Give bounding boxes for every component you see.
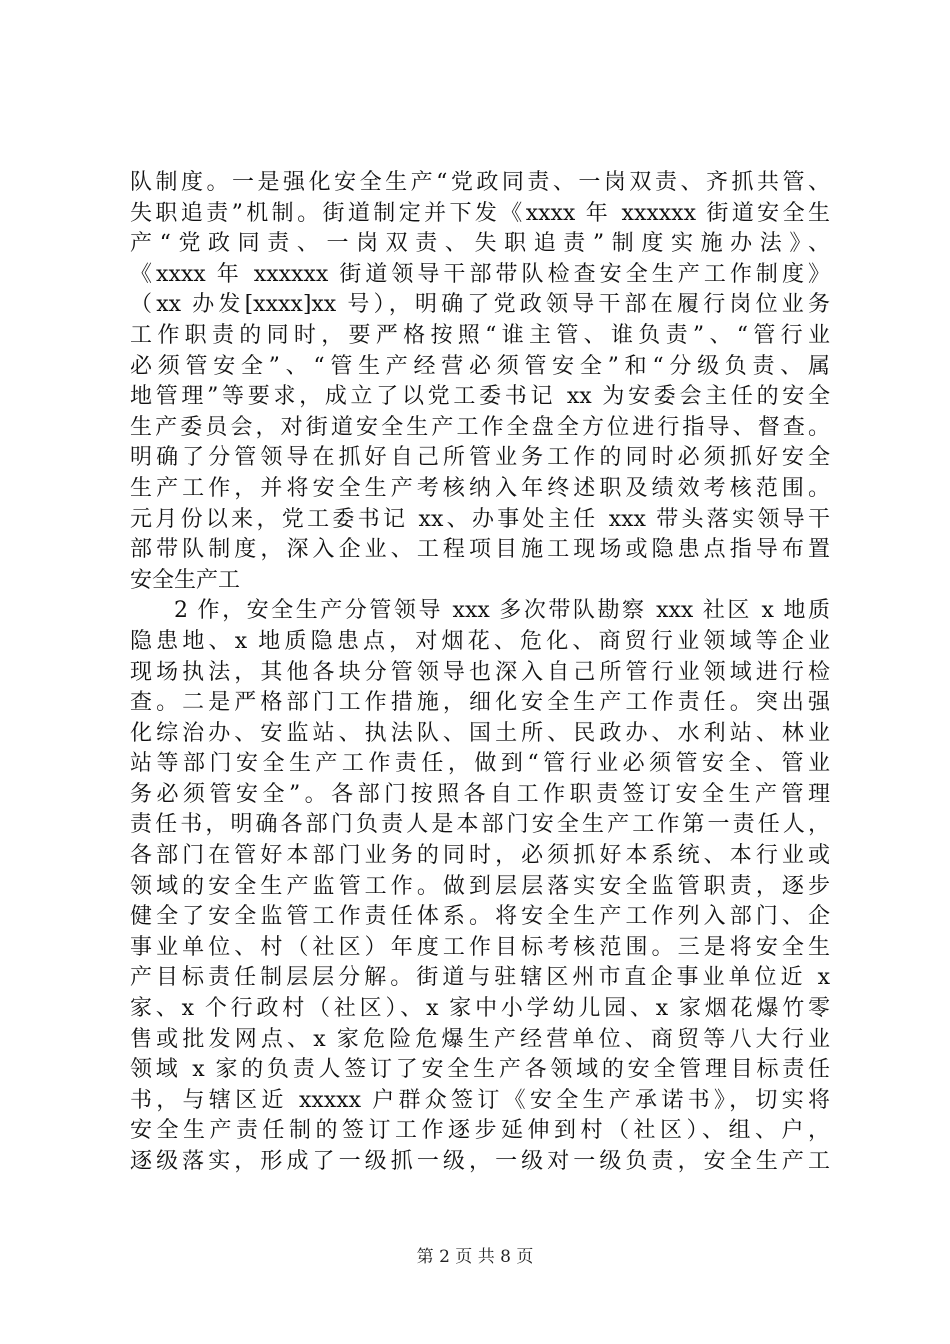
text-line: 《xxxx 年 xxxxxx 街道领导干部带队检查安全生产工作制度》 xyxy=(130,261,830,287)
text-line: 产目标责任制层层分解。街道与驻辖区州市直企事业单位近 x xyxy=(130,965,830,991)
text-line: 安全生产工 xyxy=(130,567,241,593)
text-line: 地管理”等要求，成立了以党工委书记 xx 为安委会主任的安全 xyxy=(130,384,830,410)
text-line: 务必须管安全”。各部门按照各自工作职责签订安全生产管理 xyxy=(130,781,830,807)
text-line: 事业单位、村（社区）年度工作目标考核范围。三是将安全生 xyxy=(130,934,830,960)
text-line: 失职追责”机制。街道制定并下发《xxxx 年 xxxxxx 街道安全生 xyxy=(130,200,830,226)
text-line: 领域的安全生产监管工作。做到层层落实安全监管职责，逐步 xyxy=(130,873,830,899)
text-line: 领域 x 家的负责人签订了安全生产各领域的安全管理目标责任 xyxy=(130,1057,830,1083)
text-line: 生产工作，并将安全生产考核纳入年终述职及绩效考核范围。 xyxy=(130,475,830,501)
text-line: 队制度。一是强化安全生产“党政同责、一岗双责、齐抓共管、 xyxy=(130,170,830,195)
text-line: 各部门在管好本部门业务的同时，必须抓好本系统、本行业或 xyxy=(130,843,830,869)
text-line: 生产委员会，对街道安全生产工作全盘全方位进行指导、督查。 xyxy=(130,414,830,440)
text-line: 工作职责的同时，要严格按照“谁主管、谁负责”、“管行业 xyxy=(130,322,830,348)
text-line: 安全生产责任制的签订工作逐步延伸到村（社区）、组、户， xyxy=(130,1118,830,1144)
text-line: 明确了分管领导在抓好自己所管业务工作的同时必须抓好安全 xyxy=(130,445,830,471)
text-line: 责任书，明确各部门负责人是本部门安全生产工作第一责任人， xyxy=(130,812,830,838)
text-line: 化综治办、安监站、执法队、国土所、民政办、水利站、林业 xyxy=(130,720,830,746)
text-line: 元月份以来，党工委书记 xx、办事处主任 xxx 带头落实领导干 xyxy=(130,506,830,532)
text-line: 必须管安全”、“管生产经营必须管安全”和“分级负责、属 xyxy=(130,353,830,379)
text-line: 隐患地、x 地质隐患点，对烟花、危化、商贸行业领域等企业 xyxy=(130,628,830,654)
text-line: 现场执法，其他各块分管领导也深入自己所管行业领域进行检 xyxy=(130,659,830,685)
text-line: 查。二是严格部门工作措施，细化安全生产工作责任。突出强 xyxy=(130,690,830,716)
text-line: 家、x 个行政村（社区）、x 家中小学幼儿园、x 家烟花爆竹零 xyxy=(130,996,830,1022)
page-number-footer: 第 2 页 共 8 页 xyxy=(416,1247,534,1267)
text-line: 售或批发网点、x 家危险危爆生产经营单位、商贸等八大行业 xyxy=(130,1026,830,1052)
text-line: 部带队制度，深入企业、工程项目施工现场或隐患点指导布置 xyxy=(130,537,830,563)
text-line-paragraph-start: 2 作，安全生产分管领导 xxx 多次带队勘察 xxx 社区 x 地质 xyxy=(174,598,830,624)
text-line: 产“党政同责、一岗双责、失职追责”制度实施办法》、 xyxy=(130,231,830,257)
text-line: 健全了安全监管工作责任体系。将安全生产工作列入部门、企 xyxy=(130,904,830,930)
text-line: 站等部门安全生产工作责任，做到“管行业必须管安全、管业 xyxy=(130,751,830,777)
text-line: 逐级落实，形成了一级抓一级，一级对一级负责，安全生产工 xyxy=(130,1149,830,1174)
text-line: 书，与辖区近 xxxxx 户群众签订《安全生产承诺书》，切实将 xyxy=(130,1087,830,1113)
body-text xyxy=(130,168,830,1178)
text-line: （xx 办发[xxxx]xx 号），明确了党政领导干部在履行岗位业务 xyxy=(130,292,830,318)
